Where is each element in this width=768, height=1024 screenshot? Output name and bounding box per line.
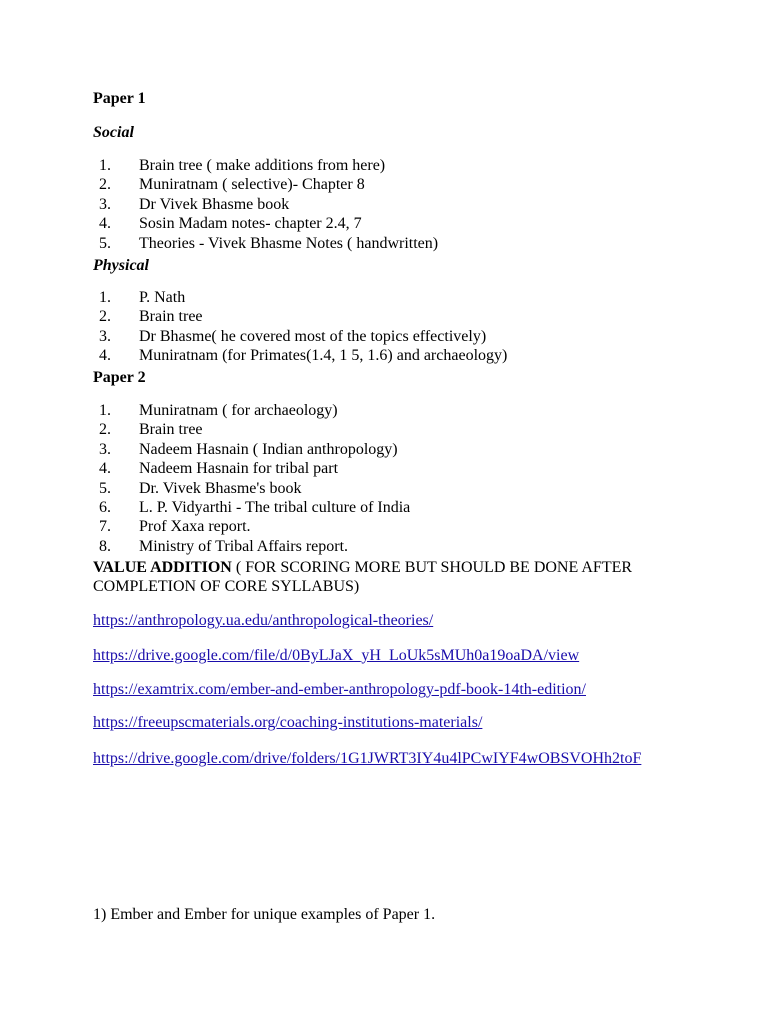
- link-freeupscmaterials[interactable]: https://freeupscmaterials.org/coaching-institutions-materials/: [93, 714, 483, 731]
- list-number: 1.: [99, 289, 111, 306]
- list-number: 8.: [99, 537, 111, 555]
- list-text: Dr. Vivek Bhasme's book: [139, 479, 302, 497]
- list-number: 6.: [99, 498, 111, 516]
- list-number: 1.: [99, 402, 111, 419]
- link-anthropology-theories[interactable]: https://anthropology.ua.edu/anthropological-theories/: [93, 612, 434, 629]
- list-number: 3.: [99, 195, 111, 213]
- list-number: 3.: [99, 440, 111, 458]
- list-number: 4.: [99, 460, 111, 478]
- paper1-title: Paper 1: [93, 90, 146, 107]
- link-drive-folder[interactable]: https://drive.google.com/drive/folders/1G1JWRT3IY4u4lPCwIYF4wOBSVOHh2toF: [93, 750, 642, 767]
- list-text: Sosin Madam notes- chapter 2.4, 7: [139, 215, 362, 233]
- list-text: Muniratnam ( for archaeology): [139, 402, 338, 419]
- list-text: Brain tree ( make additions from here): [139, 157, 386, 174]
- list-item: [0, 459, 768, 478]
- list-item: [0, 175, 768, 194]
- list-text: Dr Bhasme( he covered most of the topics effectively): [139, 327, 487, 345]
- footnote: 1) Ember and Ember for unique examples of Paper 1.: [93, 906, 436, 923]
- list-item: [0, 156, 768, 175]
- list-number: 3.: [99, 327, 111, 345]
- list-text: Brain tree: [139, 421, 203, 439]
- list-text: Prof Xaxa report.: [139, 518, 251, 536]
- list-text: Ministry of Tribal Affairs report.: [139, 537, 349, 555]
- list-number: 5.: [99, 479, 111, 497]
- list-number: 2.: [99, 421, 111, 439]
- list-text: Muniratnam ( selective)- Chapter 8: [139, 176, 365, 194]
- list-item: [0, 195, 768, 214]
- physical-list: [0, 288, 768, 366]
- list-item: [0, 327, 768, 346]
- list-item: [0, 498, 768, 517]
- link-drive-file[interactable]: https://drive.google.com/file/d/0ByLJaX_yH_LoUk5sMUh0a19oaDA/view: [93, 647, 580, 664]
- list-text: Brain tree: [139, 308, 203, 326]
- list-text: Muniratnam (for Primates(1.4, 1 5, 1.6) and archaeology): [139, 347, 508, 365]
- social-list: [0, 156, 768, 253]
- list-number: 2.: [99, 308, 111, 326]
- link-examtrix[interactable]: https://examtrix.com/ember-and-ember-anthropology-pdf-book-14th-edition/: [93, 681, 586, 698]
- list-item: [0, 479, 768, 498]
- list-item: [0, 440, 768, 459]
- list-number: 7.: [99, 518, 111, 536]
- physical-heading: Physical: [93, 257, 149, 274]
- paper2-title: Paper 2: [93, 369, 146, 386]
- list-item: [0, 307, 768, 326]
- list-text: Theories - Vivek Bhasme Notes ( handwritten): [139, 234, 439, 252]
- list-text: P. Nath: [139, 289, 186, 306]
- list-text: Dr Vivek Bhasme book: [139, 195, 290, 213]
- list-item: [0, 517, 768, 536]
- value-addition-text: ( FOR SCORING MORE BUT SHOULD BE DONE AFTER COMPLETION OF CORE SYLLABUS): [93, 559, 633, 596]
- list-number: 2.: [99, 176, 111, 194]
- value-addition-label: VALUE ADDITION: [93, 559, 232, 576]
- list-text: Nadeem Hasnain for tribal part: [139, 460, 339, 478]
- value-addition-note: [93, 558, 693, 597]
- list-number: 4.: [99, 347, 111, 365]
- list-item: [0, 234, 768, 253]
- list-number: 5.: [99, 234, 111, 252]
- list-item: [0, 346, 768, 365]
- list-item: [0, 537, 768, 556]
- list-number: 4.: [99, 215, 111, 233]
- list-item: [0, 288, 768, 307]
- social-heading: Social: [93, 124, 134, 141]
- list-text: Nadeem Hasnain ( Indian anthropology): [139, 440, 398, 458]
- list-item: [0, 401, 768, 420]
- paper2-list: [0, 401, 768, 556]
- list-number: 1.: [99, 157, 111, 174]
- list-text: L. P. Vidyarthi - The tribal culture of India: [139, 498, 411, 516]
- list-item: [0, 214, 768, 233]
- list-item: [0, 420, 768, 439]
